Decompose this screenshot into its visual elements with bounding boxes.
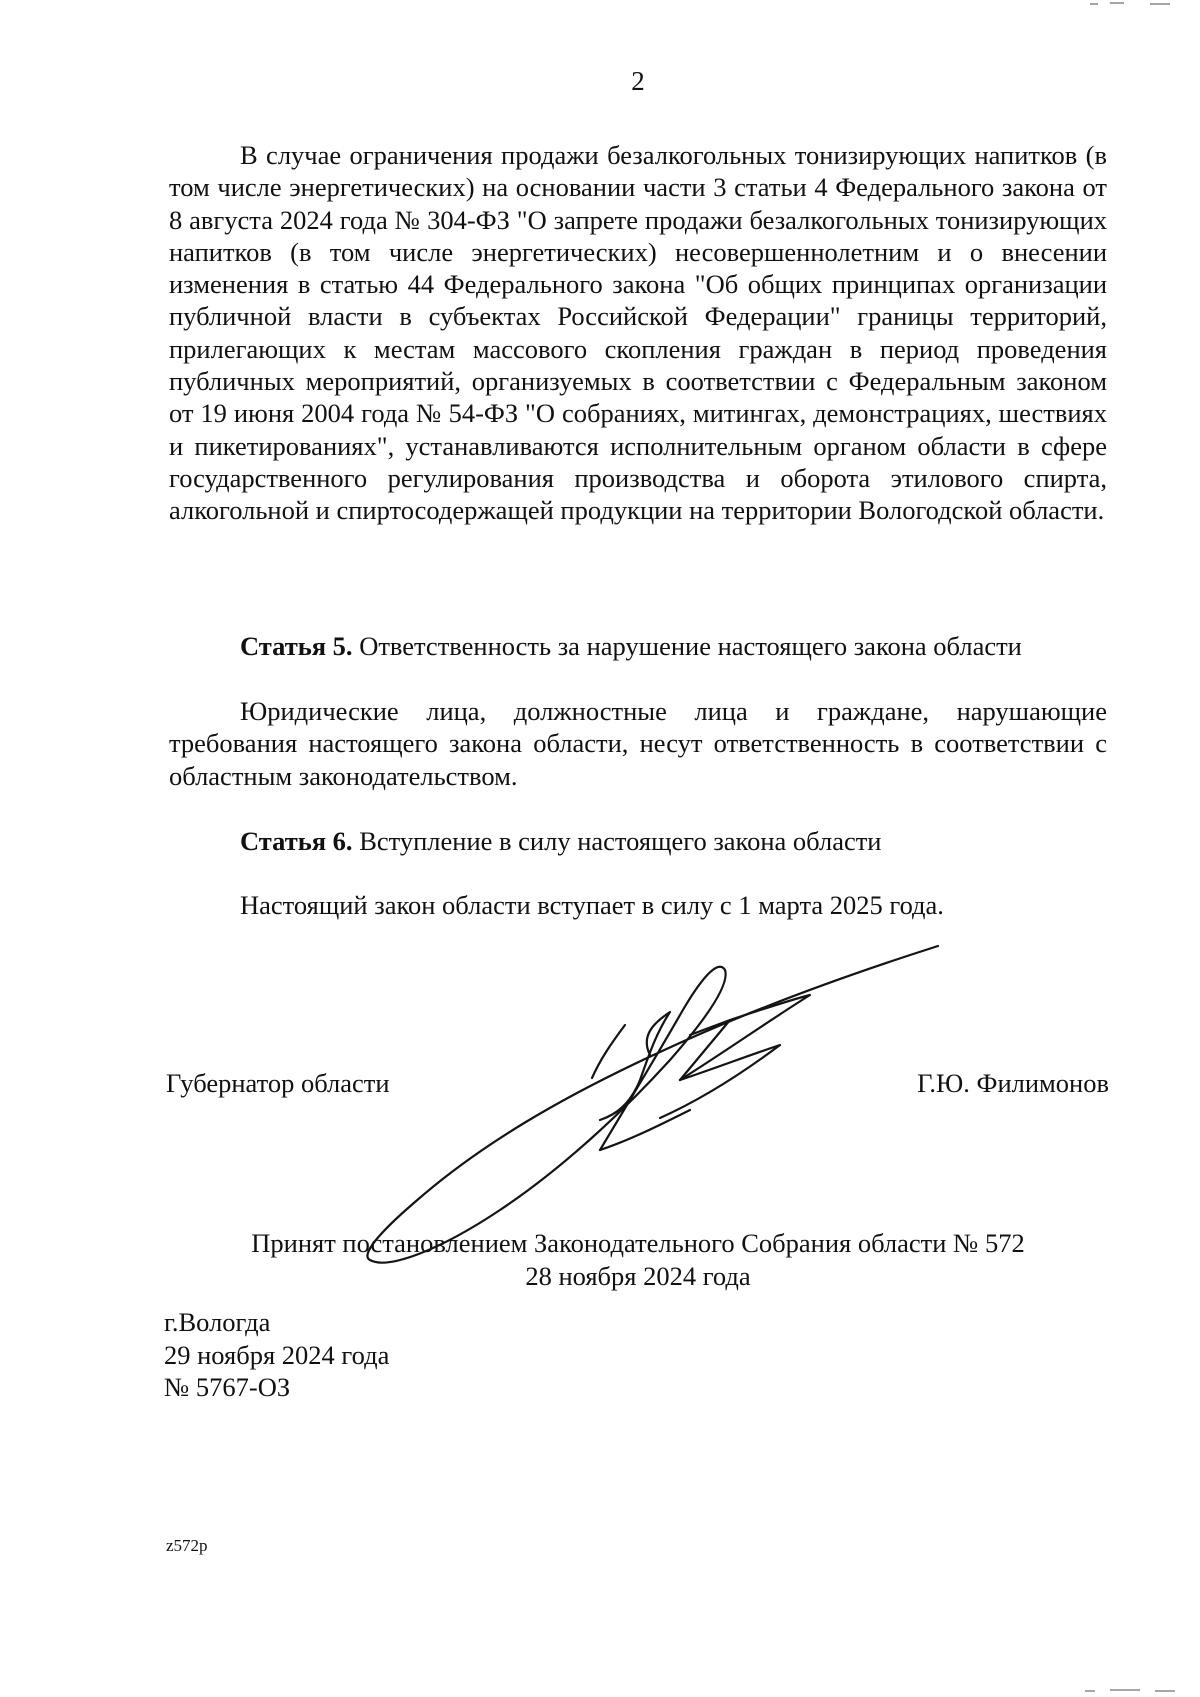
article-6-label: Статья 6. — [240, 826, 353, 856]
paragraph-1: В случае ограничения продажи безалкогольных тонизирующих напитков (в том числе энергетических) на основании части 3 статьи 4 Федерального закона от 8 августа 2024 года № 304-ФЗ "О запрете продажи безалкогольных тонизирующих напитков (в том числе энергетических) несовершеннолетним и о внесении изменения в статью 44 Федерального закона "Об общих принципах организации публичной власти в субъектах Российской Федерации" границы территорий, прилегающих к местам массового скопления граждан в период проведения публичных мероприятий, организуемых в соответствии с Федеральным законом от 19 июня 2004 года № 54-ФЗ "О собраниях, митингах, демонстрациях, шествиях и пикетированиях", устанавливаются исполнительным органом области в сфере государственного регулирования производства и оборота этилового спирта, алкогольной и спиртосодержащей продукции на территории Вологодской области. — [169, 140, 1107, 526]
article-6-title: Вступление в силу настоящего закона области — [359, 826, 882, 856]
signature-image — [330, 940, 950, 1270]
article-5-text: Юридические лица, должностные лица и граждане, нарушающие требования настоящего закона области, несут ответственность в соответствии с областным законодательством. — [169, 696, 1107, 791]
signatory-name: Г.Ю. Филимонов — [917, 1068, 1109, 1098]
page-number: 2 — [631, 66, 645, 96]
article-6-heading — [240, 825, 882, 857]
scan-mark-bottom — [1080, 1686, 1190, 1696]
law-number: № 5767-ОЗ — [164, 1372, 291, 1402]
adoption-line-2: 28 ноября 2024 года — [525, 1261, 751, 1291]
scan-mark-top — [1080, 0, 1200, 12]
place: г.Вологда — [164, 1307, 271, 1337]
adoption-line-1: Принят постановлением Законодательного Собрания области № 572 — [251, 1228, 1025, 1258]
article-6-text: Настоящий закон области вступает в силу с 1 марта 2025 года. — [240, 890, 944, 920]
date: 29 ноября 2024 года — [164, 1340, 390, 1370]
signatory-position: Губернатор области — [166, 1068, 390, 1098]
article-5-heading — [240, 630, 1022, 662]
doc-code: z572p — [166, 1536, 208, 1555]
article-5-title: Ответственность за нарушение настоящего закона области — [359, 631, 1022, 661]
article-5-label: Статья 5. — [240, 631, 353, 661]
